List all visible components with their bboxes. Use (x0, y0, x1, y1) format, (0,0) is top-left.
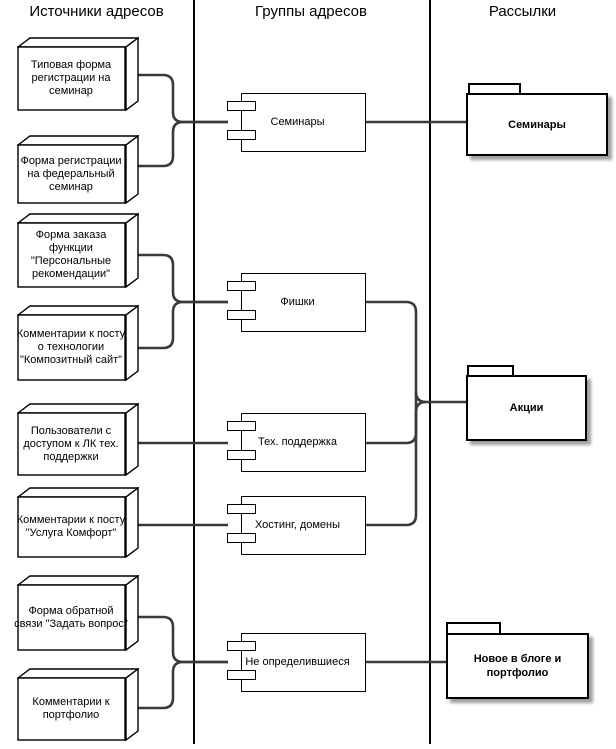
connector (137, 302, 228, 348)
connector (366, 402, 467, 443)
source-box-label: Комментарии к посту "Услуга Комфорт" (16, 514, 126, 539)
source-box (17, 487, 139, 558)
mailing-folder-label: Новое в блоге и портфолио (473, 653, 562, 679)
group-component-label: Семинары (270, 116, 325, 128)
mailing-folder-label: Акции (509, 402, 544, 414)
connector (366, 302, 416, 525)
connector (137, 122, 228, 166)
group-component-label: Не определившиеся (245, 656, 350, 668)
connector (137, 75, 228, 122)
folder-box (466, 375, 587, 441)
group-component-label: Фишки (280, 296, 315, 308)
source-box (14, 575, 139, 651)
group-component (227, 93, 368, 152)
mailing-folder (446, 622, 589, 700)
mailing-folder (466, 83, 608, 156)
connector (416, 392, 426, 402)
folder-box (446, 633, 589, 699)
source-box-label: Комментарии к портфолио (32, 696, 110, 721)
connector (137, 255, 228, 302)
connector (137, 617, 228, 662)
source-box (17, 37, 139, 111)
source-box-label: Комментарии к посту о технологии "Композитный сайт" (16, 328, 126, 366)
connector (137, 662, 228, 708)
source-box-label: Форма регистрации на федеральный семинар (20, 154, 122, 193)
lane-header-mailings: Рассылки (488, 3, 557, 20)
folder-box (466, 93, 608, 156)
group-component-label: Тех. поддержка (257, 436, 338, 448)
source-box (17, 403, 139, 476)
source-box (17, 305, 139, 381)
group-component (227, 273, 368, 332)
group-component (227, 496, 368, 555)
source-box (17, 135, 139, 204)
lane-header-groups: Группы адресов (255, 3, 367, 20)
source-box (17, 668, 139, 741)
source-box-label: Форма заказа функции "Персональные рекомендации" (30, 229, 112, 280)
mailing-folder-label: Семинары (508, 118, 566, 131)
mailing-folder (466, 365, 587, 441)
source-box-label: Пользователи с доступом к ЛК тех. поддержки (23, 424, 119, 463)
source-box (17, 213, 139, 288)
group-component (227, 633, 368, 692)
group-component-label: Хостинг, домены (254, 519, 341, 531)
source-box-label: Форма обратной связи "Задать вопрос" (14, 604, 128, 630)
group-component (227, 413, 368, 472)
source-box-label: Типовая форма регистрации на семинар (30, 59, 112, 97)
lane-header-sources: Источники адресов (29, 3, 164, 20)
